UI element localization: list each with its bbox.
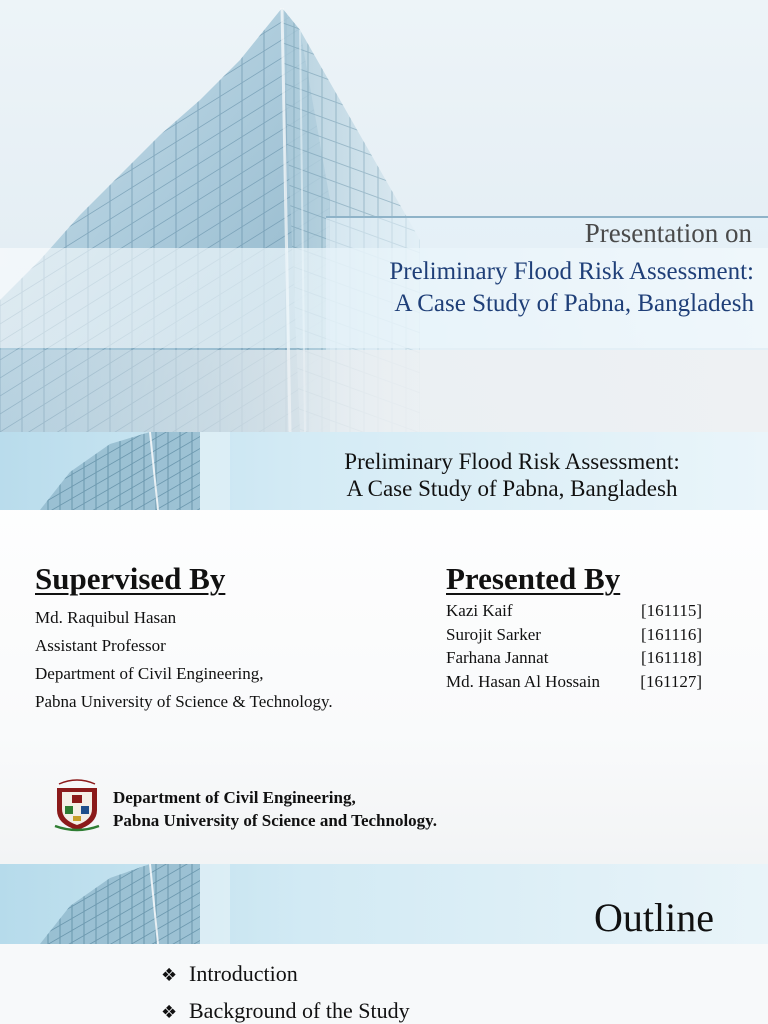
list-item bbox=[161, 993, 410, 1024]
main-title bbox=[314, 256, 754, 320]
supervisor-department: Department of Civil Engineering, bbox=[35, 664, 264, 683]
lower-band bbox=[0, 350, 768, 432]
slide-title-line2: A Case Study of Pabna, Bangladesh bbox=[346, 476, 678, 501]
outline-slide bbox=[0, 864, 768, 1024]
outline-list bbox=[161, 956, 410, 1024]
presenter-name: Md. Hasan Al Hossain bbox=[446, 671, 600, 691]
building-thumbnail-image bbox=[0, 864, 230, 944]
presenter-id: [161118] bbox=[640, 648, 702, 667]
presenter-name: Kazi Kaif bbox=[446, 601, 513, 620]
supervisor-title: Assistant Professor bbox=[35, 636, 166, 655]
main-title-line2: A Case Study of Pabna, Bangladesh bbox=[394, 290, 754, 317]
list-item bbox=[161, 956, 410, 993]
building-thumbnail-image bbox=[0, 432, 230, 510]
presenter-list bbox=[446, 599, 702, 693]
presenter-name: Farhana Jannat bbox=[446, 648, 549, 667]
supervisor-details bbox=[35, 604, 333, 716]
list-item bbox=[446, 670, 702, 694]
outline-item-label: Background of the Study bbox=[189, 998, 410, 1023]
presentation-on-label: Presentation on bbox=[584, 218, 752, 248]
outline-item-label: Introduction bbox=[189, 961, 298, 986]
list-item bbox=[446, 623, 702, 647]
list-item bbox=[446, 599, 702, 623]
department-footer bbox=[113, 786, 437, 832]
supervised-by-heading: Supervised By bbox=[35, 561, 226, 596]
presenter-id: [161127] bbox=[640, 671, 702, 691]
presenter-id: [161116] bbox=[640, 624, 702, 644]
title-slide bbox=[0, 0, 768, 432]
supervisor-university: Pabna University of Science & Technology. bbox=[35, 692, 333, 711]
presented-by-heading: Presented By bbox=[446, 561, 621, 596]
list-item bbox=[446, 646, 702, 670]
main-title-line1: Preliminary Flood Risk Assessment: bbox=[389, 258, 754, 285]
outline-title: Outline bbox=[594, 895, 714, 940]
diamond-bullet-icon: ❖ bbox=[161, 965, 178, 986]
team-slide bbox=[0, 432, 768, 864]
presenter-name: Surojit Sarker bbox=[446, 624, 541, 644]
diamond-bullet-icon: ❖ bbox=[161, 1002, 178, 1023]
slide-header bbox=[0, 864, 768, 944]
slide-title bbox=[262, 448, 762, 502]
university-logo bbox=[53, 776, 101, 832]
supervisor-name: Md. Raquibul Hasan bbox=[35, 608, 177, 627]
university-name: Pabna University of Science and Technology. bbox=[113, 811, 437, 830]
slide-header bbox=[0, 432, 768, 510]
presenter-id: [161115] bbox=[640, 601, 702, 620]
department-name: Department of Civil Engineering, bbox=[113, 788, 356, 807]
slide-title-line1: Preliminary Flood Risk Assessment: bbox=[344, 449, 680, 474]
